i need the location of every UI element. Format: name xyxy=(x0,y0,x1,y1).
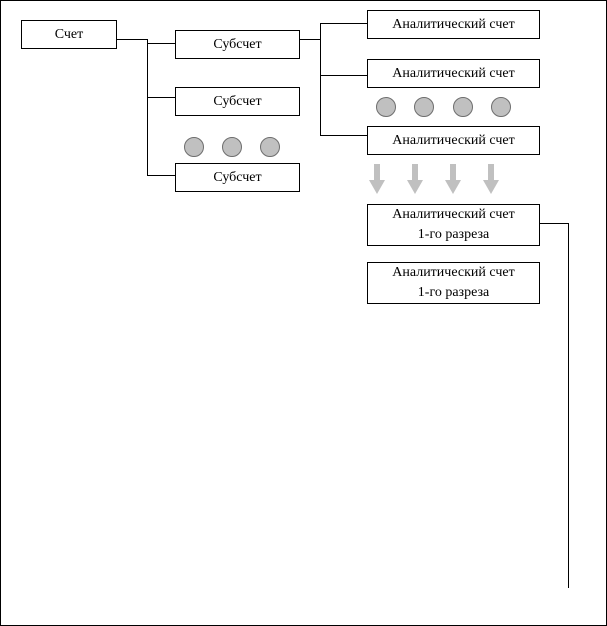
analytic-account-box-3 xyxy=(367,126,540,155)
slice-account-box-2 xyxy=(367,262,540,304)
connector-subaccount-3 xyxy=(147,175,175,176)
connector-subaccount-1 xyxy=(147,43,175,44)
ellipsis-dot-icon xyxy=(376,97,396,117)
analytic-account-label: Аналитический счет xyxy=(392,16,515,32)
subaccount-box-2 xyxy=(175,87,300,116)
subaccount-box-1 xyxy=(175,30,300,59)
connector-analytic-1 xyxy=(320,23,367,24)
ellipsis-dot-icon xyxy=(414,97,434,117)
slice-account-line2: 1-го разреза xyxy=(417,285,490,300)
ellipsis-dot-icon xyxy=(184,137,204,157)
subaccounts-trunk xyxy=(147,39,148,176)
connector-subaccount-2 xyxy=(147,97,175,98)
analytic-account-label: Аналитический счет xyxy=(392,132,515,148)
analytics-trunk xyxy=(320,23,321,136)
down-arrow-icon xyxy=(445,164,461,194)
analytic-account-label: Аналитический счет xyxy=(392,65,515,81)
connector-slice-right xyxy=(540,223,568,224)
slice-long-vertical xyxy=(568,223,569,588)
connector-analytic-2 xyxy=(320,75,367,76)
subaccount-label: Субсчет xyxy=(213,169,262,185)
slice-account-line1: Аналитический счет xyxy=(392,207,515,222)
down-arrow-icon xyxy=(369,164,385,194)
analytic-account-box-2 xyxy=(367,59,540,88)
down-arrow-icon xyxy=(483,164,499,194)
subaccount-label: Субсчет xyxy=(213,93,262,109)
connector-account-to-subaccounts xyxy=(117,39,147,40)
slice-account-line2: 1-го разреза xyxy=(417,227,490,242)
subaccount-box-3 xyxy=(175,163,300,192)
slice-account-line1: Аналитический счет xyxy=(392,265,515,280)
slice-account-box-1 xyxy=(367,204,540,246)
ellipsis-dot-icon xyxy=(491,97,511,117)
account-label: Счет xyxy=(54,26,84,42)
analytic-account-box-1 xyxy=(367,10,540,39)
ellipsis-dot-icon xyxy=(260,137,280,157)
down-arrow-icon xyxy=(407,164,423,194)
account-box xyxy=(21,20,117,49)
connector-analytic-3 xyxy=(320,135,367,136)
subaccount-label: Субсчет xyxy=(213,36,262,52)
ellipsis-dot-icon xyxy=(222,137,242,157)
connector-subaccount-to-analytics xyxy=(300,39,320,40)
ellipsis-dot-icon xyxy=(453,97,473,117)
